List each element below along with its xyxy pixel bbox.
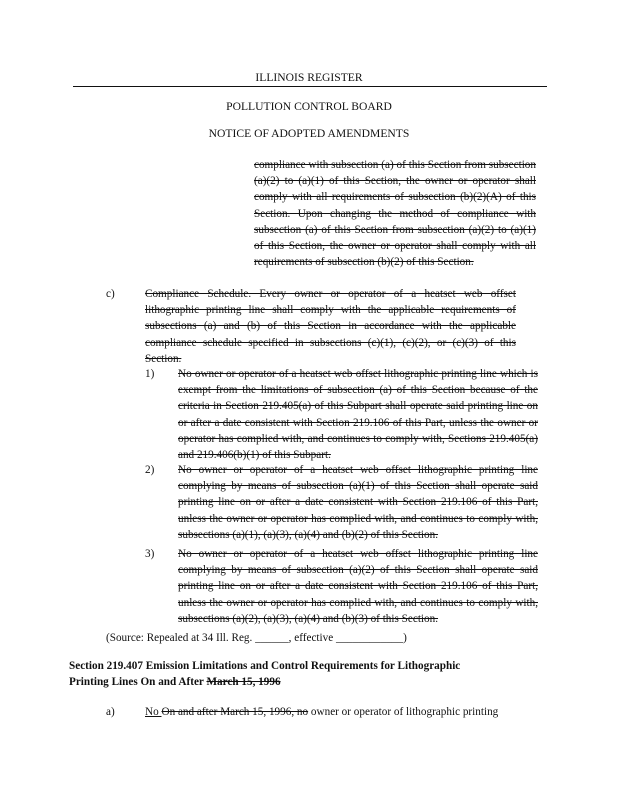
item-2-label: 2) bbox=[145, 464, 155, 476]
section-heading-line2-struck: March 15, 1996 bbox=[206, 676, 281, 689]
continuation-paragraph: compliance with subsection (a) of this Section from subsection (a)(2) to (a)(1) of this Section, the owner or operator shall comply with all requirements of subsection (b)(2)(A) of this Section. Upon changing the method of compliance with subsection (a) of this Section from subsection (a)(2) to (a)(1) of this Section, the owner or operator shall comply with all requirements of subsection (b)(2) of this Section. bbox=[254, 159, 536, 269]
source-note: (Source: Repealed at 34 Ill. Reg. ______, effective ____________) bbox=[106, 632, 407, 644]
subsection-a-label: a) bbox=[106, 706, 115, 718]
section-heading-line1: Section 219.407 Emission Limitations and Control Requirements for Lithographic bbox=[69, 660, 461, 672]
item-3-label: 3) bbox=[145, 548, 155, 560]
subsection-a-rest: owner or operator of lithographic printing bbox=[308, 706, 499, 718]
section-heading-line2 bbox=[69, 674, 549, 690]
item-1-text: No owner or operator of a heatset web offset lithographic printing line which is exempt from the limitations of subsection (a) of this Section because of the criteria in Section 219.405(a) of this Subpart shall operate said printing line on or after a date consistent with Section 219.106 of this Part, unless the owner or operator has complied with, and continues to comply with, Sections 219.405(a) and 219.406(b)(1) of this Subpart. bbox=[178, 368, 538, 462]
subsection-a-inserted: No bbox=[145, 706, 162, 718]
section-heading bbox=[69, 658, 549, 690]
subsection-c-label: c) bbox=[106, 288, 115, 300]
subsection-a-text bbox=[145, 704, 545, 720]
item-3-text: No owner or operator of a heatset web offset lithographic printing line complying by means of subsection (a)(2) of this Section shall operate said printing line on or after a date consistent with Section 219.106 of this Part, unless the owner or operator has complied with, and continues to comply with, subsections (a)(2), (a)(3), (a)(4) and (b)(3) of this Section. bbox=[178, 548, 538, 625]
notice-title: NOTICE OF ADOPTED AMENDMENTS bbox=[208, 127, 410, 140]
item-1-label: 1) bbox=[145, 368, 155, 380]
subsection-a-struck: On and after March 15, 1996, no bbox=[161, 706, 309, 718]
subsection-c-text: Compliance Schedule. Every owner or operator of a heatset web offset lithographic printing line shall comply with the applicable requirements of subsections (a) and (b) of this Section in accordance with the applicable compliance schedule specified in subsections (c)(1), (c)(2), or (c)(3) of this Section. bbox=[145, 288, 516, 365]
register-title: ILLINOIS REGISTER bbox=[255, 71, 363, 84]
board-name: POLLUTION CONTROL BOARD bbox=[226, 100, 392, 113]
item-2-text: No owner or operator of a heatset web offset lithographic printing line complying by means of subsection (a)(1) of this Section shall operate said printing line on or after a date consistent with Section 219.106 of this Part, unless the owner or operator has complied with, and continues to comply with, subsections (a)(1), (a)(3), (a)(4) and (b)(2) of this Section. bbox=[178, 464, 538, 541]
header-rule bbox=[73, 86, 547, 87]
section-heading-line2-plain: Printing Lines On and After bbox=[69, 676, 207, 689]
